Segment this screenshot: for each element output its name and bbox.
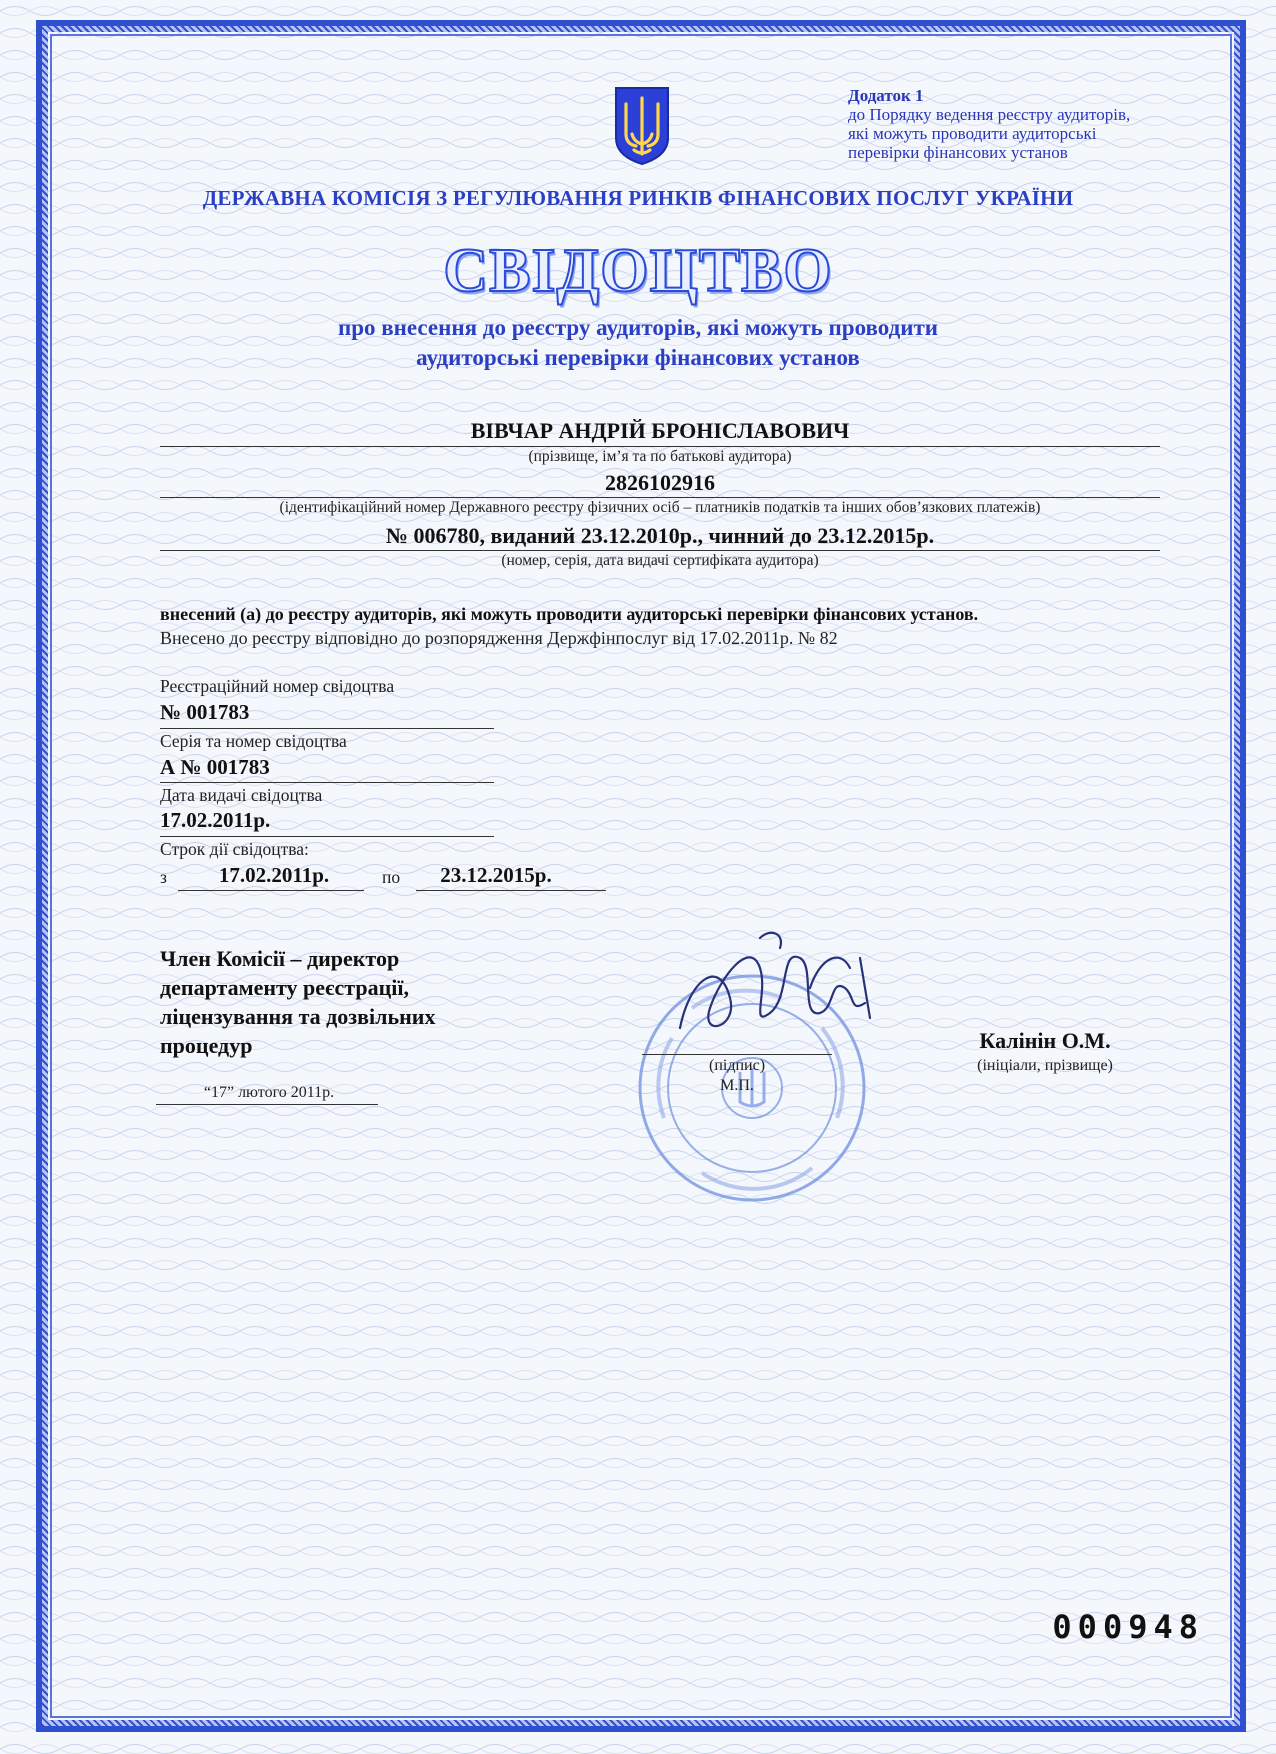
- issue-date-label: Дата видачі свідоцтва: [160, 785, 323, 805]
- divider: [160, 782, 494, 783]
- reg-number-label: Реєстраційний номер свідоцтва: [160, 676, 395, 696]
- term-from-value: 17.02.2011р.: [218, 863, 330, 887]
- appendix-line: перевірки фінансових установ: [848, 143, 1068, 162]
- auditor-name: ВІВЧАР АНДРІЙ БРОНІСЛАВОВИЧ: [470, 418, 850, 443]
- tax-id-caption: (ідентифікаційний номер Державного реєстру фізичних осіб – платників податків та інших обов’язкових платежів): [279, 499, 1041, 516]
- appendix-line: до Порядку ведення реєстру аудиторів,: [848, 105, 1131, 124]
- document-subtitle: [0, 313, 1276, 373]
- divider: [160, 497, 1160, 498]
- term-to-value: 23.12.2015р.: [440, 863, 552, 887]
- divider: [160, 836, 494, 837]
- handwritten-signature-icon: [660, 918, 890, 1068]
- signature-line: [642, 1054, 832, 1055]
- auditor-certificate: № 006780, виданий 23.12.2010р., чинний до 23.12.2015р.: [385, 523, 935, 548]
- serial-number: 000948: [1052, 1608, 1204, 1646]
- signer-name: Калінін О.М.: [979, 1028, 1111, 1053]
- divider: [160, 728, 494, 729]
- signature-caption: (підпис): [708, 1057, 766, 1074]
- statement-bold: внесений (а) до реєстру аудиторів, які можуть проводити аудиторські перевірки фінансових установ.: [160, 604, 979, 624]
- position-line: ліцензування та дозвільних: [160, 1004, 436, 1029]
- certificate-caption: (номер, серія, дата видачі сертифіката аудитора): [501, 552, 819, 569]
- statement-normal: Внесено до реєстру відповідно до розпорядження Держфінпослуг від 17.02.2011р. № 82: [160, 628, 838, 648]
- series-label: Серія та номер свідоцтва: [160, 731, 347, 751]
- subtitle-line: про внесення до реєстру аудиторів, які можуть проводити: [337, 315, 939, 340]
- divider: [160, 550, 1160, 551]
- term-to-prefix: по: [382, 867, 401, 887]
- trident-emblem-icon: [612, 84, 672, 168]
- position-line: Член Комісії – директор: [160, 946, 400, 971]
- position-line: процедур: [160, 1033, 253, 1058]
- term-label: Строк дії свідоцтва:: [160, 839, 309, 859]
- issuing-authority: ДЕРЖАВНА КОМІСІЯ З РЕГУЛЮВАННЯ РИНКІВ ФІНАНСОВИХ ПОСЛУГ УКРАЇНИ: [202, 186, 1074, 210]
- position-line: департаменту реєстрації,: [160, 975, 410, 1000]
- signatory-position: [160, 944, 435, 1060]
- series-value: А № 001783: [160, 755, 270, 779]
- document-title: СВІДОЦТВО: [443, 237, 833, 305]
- signing-date: “17” лютого 2011р.: [203, 1084, 335, 1101]
- appendix-line: які можуть проводити аудиторські: [848, 124, 1097, 143]
- term-from-prefix: з: [160, 867, 167, 887]
- reg-number-value: № 001783: [160, 700, 250, 724]
- appendix-title: Додаток 1: [848, 86, 924, 105]
- divider: [160, 446, 1160, 447]
- divider: [156, 1104, 378, 1105]
- appendix-note: [848, 86, 1178, 162]
- issue-date-value: 17.02.2011р.: [160, 808, 271, 832]
- subtitle-line: аудиторські перевірки фінансових установ: [416, 345, 860, 370]
- auditor-name-caption: (прізвище, ім’я та по батькові аудитора): [528, 448, 792, 465]
- stamp-caption: М.П.: [720, 1077, 754, 1094]
- signer-caption: (ініціали, прізвище): [977, 1057, 1113, 1074]
- divider: [178, 890, 364, 891]
- divider: [416, 890, 606, 891]
- tax-id: 2826102916: [605, 470, 715, 495]
